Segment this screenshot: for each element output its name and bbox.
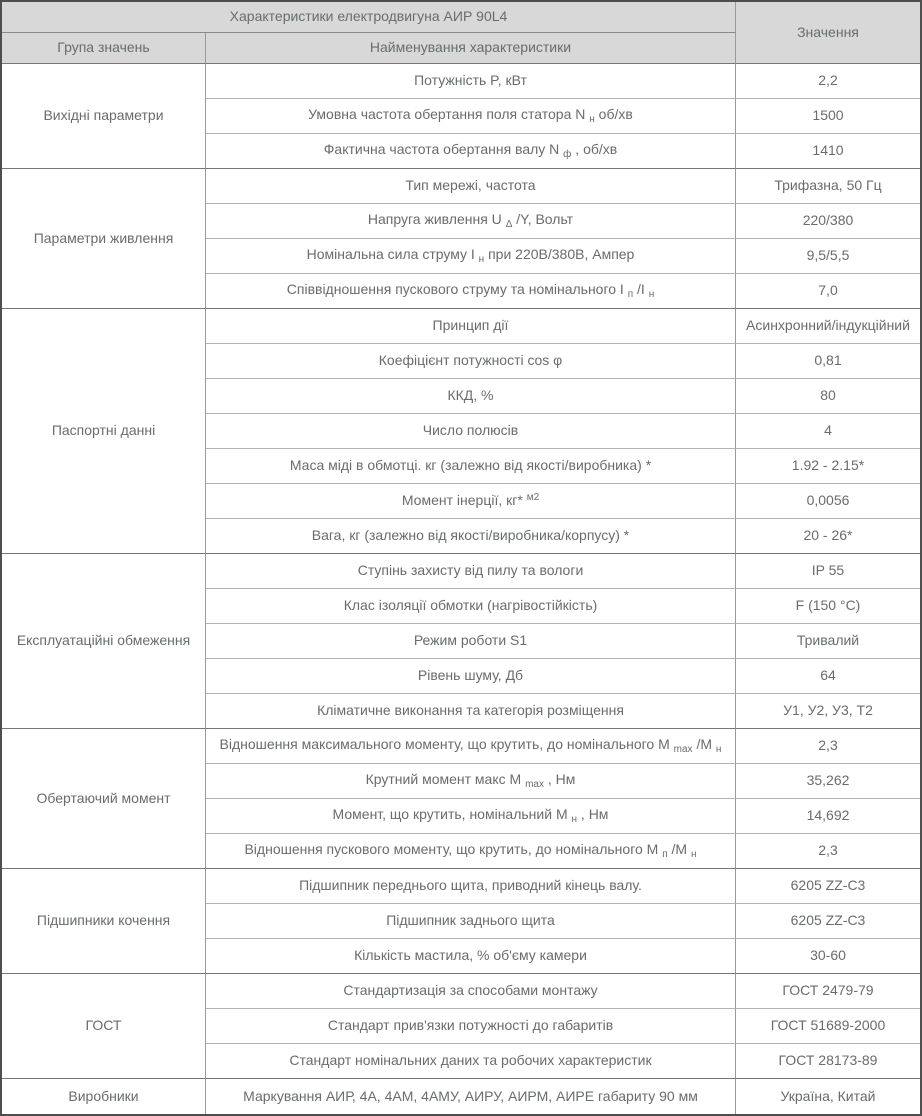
characteristic-value-cell: 30-60 bbox=[736, 939, 920, 974]
characteristic-value-cell: 80 bbox=[736, 379, 920, 414]
group-name-cell: Обертаючий момент bbox=[2, 729, 206, 869]
text-segment: , об/хв bbox=[571, 140, 618, 157]
text-segment: Фактична частота обертання валу N bbox=[323, 140, 564, 157]
text-segment: ККД, % bbox=[447, 387, 494, 404]
characteristic-value-cell: 2,2 bbox=[736, 64, 920, 99]
characteristic-value-cell: 9,5/5,5 bbox=[736, 239, 920, 274]
characteristic-name-cell bbox=[206, 659, 736, 694]
characteristic-name-cell bbox=[206, 274, 736, 309]
table-row bbox=[2, 974, 920, 1009]
characteristic-value-cell: 1410 bbox=[736, 134, 920, 169]
text-segment: Кількість мастила, % об'єму камери bbox=[354, 947, 587, 964]
specs-table-body bbox=[2, 64, 920, 1114]
group-name-cell: Підшипники кочення bbox=[2, 869, 206, 974]
sub-text: н bbox=[571, 813, 578, 825]
characteristic-name-cell bbox=[206, 974, 736, 1009]
characteristic-name-cell bbox=[206, 344, 736, 379]
characteristic-name-cell bbox=[206, 939, 736, 974]
table-header-row-1 bbox=[2, 2, 920, 33]
table-row bbox=[2, 729, 920, 764]
characteristic-name-cell bbox=[206, 624, 736, 659]
group-name-cell: Параметри живлення bbox=[2, 169, 206, 309]
table-row bbox=[2, 309, 920, 344]
characteristic-value-cell: 0,81 bbox=[736, 344, 920, 379]
characteristic-name-cell bbox=[206, 134, 736, 169]
characteristic-name-cell bbox=[206, 484, 736, 519]
table-row bbox=[2, 1079, 920, 1114]
group-name-cell: Виробники bbox=[2, 1079, 206, 1114]
characteristic-value-cell: ГОСТ 51689-2000 bbox=[736, 1009, 920, 1044]
text-segment: /М bbox=[692, 735, 716, 752]
characteristic-name-cell bbox=[206, 589, 736, 624]
text-segment: Число полюсів bbox=[422, 422, 519, 439]
characteristic-value-cell: Асинхронний/індукційний bbox=[736, 309, 920, 344]
characteristic-value-cell: F (150 °C) bbox=[736, 589, 920, 624]
text-segment: Принцип дії bbox=[432, 317, 509, 334]
characteristic-value-cell: 6205 ZZ-C3 bbox=[736, 904, 920, 939]
text-segment: Момент, що крутить, номінальний M bbox=[332, 805, 572, 822]
characteristic-name-cell bbox=[206, 1044, 736, 1079]
text-segment: Маркування АИР, 4А, 4АМ, 4АМУ, АИРУ, АИРМ, АИРЕ габариту 90 мм bbox=[243, 1087, 698, 1104]
characteristic-name-cell bbox=[206, 1009, 736, 1044]
group-name-cell: Експлуатаційні обмеження bbox=[2, 554, 206, 729]
text-segment: Стандарт номінальних даних та робочих характеристик bbox=[289, 1052, 652, 1069]
table-row bbox=[2, 169, 920, 204]
characteristic-name-cell bbox=[206, 379, 736, 414]
text-segment: Відношення пускового моменту, що крутить, до номінального M bbox=[244, 840, 663, 857]
characteristic-value-cell: 7,0 bbox=[736, 274, 920, 309]
characteristic-value-cell: ГОСТ 28173-89 bbox=[736, 1044, 920, 1079]
group-name-cell: ГОСТ bbox=[2, 974, 206, 1079]
sub-text: max bbox=[673, 743, 693, 755]
text-segment: Момент інерції, кг* bbox=[401, 492, 527, 509]
table-header bbox=[2, 2, 920, 64]
characteristic-value-cell: Україна, Китай bbox=[780, 1087, 876, 1104]
characteristic-value-cell: 6205 ZZ-C3 bbox=[736, 869, 920, 904]
characteristic-name-cell bbox=[206, 869, 736, 904]
characteristic-value-cell: 35,262 bbox=[736, 764, 920, 799]
characteristic-value-cell: У1, У2, У3, Т2 bbox=[736, 694, 920, 729]
group-column-header: Група значень bbox=[2, 33, 206, 64]
text-segment: Вага, кг (залежно від якості/виробника/корпусу) * bbox=[311, 527, 630, 544]
text-segment: Номінальна сила струму I bbox=[306, 245, 479, 262]
text-segment: , Нм bbox=[577, 805, 609, 822]
characteristic-value-cell: 0,0056 bbox=[736, 484, 920, 519]
characteristic-value-cell: 2,3 bbox=[736, 729, 920, 764]
characteristic-name-cell bbox=[206, 169, 736, 204]
sub-text: ф bbox=[563, 148, 572, 160]
characteristic-value-cell: Тривалий bbox=[736, 624, 920, 659]
text-segment: Крутний момент макс M bbox=[365, 770, 526, 787]
text-segment: Режим роботи S1 bbox=[413, 632, 528, 649]
table-row bbox=[2, 64, 920, 99]
characteristic-value-cell: 1.92 - 2.15* bbox=[736, 449, 920, 484]
text-segment: Стандарт прив'язки потужності до габаритів bbox=[327, 1017, 614, 1034]
characteristic-name-cell bbox=[206, 694, 736, 729]
text-segment: Напруга живлення U bbox=[367, 210, 506, 227]
text-segment: Стандартизація за способами монтажу bbox=[343, 982, 598, 999]
text-segment: /М bbox=[667, 840, 691, 857]
characteristic-value-cell: 220/380 bbox=[736, 204, 920, 239]
characteristic-name-cell bbox=[206, 449, 736, 484]
value-column-header: Значення bbox=[736, 2, 920, 64]
characteristic-name-cell bbox=[206, 799, 736, 834]
characteristic-value-cell: Трифазна, 50 Гц bbox=[736, 169, 920, 204]
text-segment: Коефіцієнт потужності cos φ bbox=[378, 352, 563, 369]
text-segment: Підшипник переднього щита, приводний кінець валу. bbox=[299, 877, 642, 894]
characteristic-value-cell: ГОСТ 2479-79 bbox=[736, 974, 920, 1009]
characteristic-name-cell bbox=[206, 729, 736, 764]
group-name-cell: Вихідні параметри bbox=[2, 64, 206, 169]
characteristic-value-cell: 20 - 26* bbox=[736, 519, 920, 554]
characteristic-name-cell bbox=[206, 239, 736, 274]
sub-text: п bbox=[662, 848, 668, 860]
text-segment: Ступінь захисту від пилу та вологи bbox=[357, 562, 584, 579]
sub-text: п bbox=[627, 288, 634, 300]
sub-text: Δ bbox=[505, 218, 513, 230]
text-segment: Потужність P, кВт bbox=[414, 72, 527, 89]
characteristic-name-cell bbox=[206, 519, 736, 554]
name-column-header: Найменування характеристики bbox=[206, 33, 736, 64]
group-name-cell: Паспортні данні bbox=[2, 309, 206, 554]
sub-text: н bbox=[691, 848, 697, 860]
characteristic-name-cell bbox=[206, 554, 736, 589]
text-segment: /I bbox=[633, 280, 649, 297]
characteristic-name-cell bbox=[206, 764, 736, 799]
text-segment: об/хв bbox=[594, 105, 633, 122]
text-segment: /Y, Вольт bbox=[512, 210, 574, 227]
characteristic-name-cell bbox=[206, 204, 736, 239]
sub-text: н bbox=[648, 288, 655, 300]
table-row bbox=[2, 869, 920, 904]
text-segment: Клас ізоляції обмотки (нагрівостійкість) bbox=[343, 597, 598, 614]
characteristic-value-cell: 4 bbox=[736, 414, 920, 449]
characteristic-name-cell bbox=[206, 904, 736, 939]
text-segment: Підшипник заднього щита bbox=[386, 912, 555, 929]
characteristic-value-cell: IP 55 bbox=[736, 554, 920, 589]
sub-text: н bbox=[715, 743, 722, 755]
characteristic-name-cell bbox=[206, 834, 736, 869]
text-segment: при 220В/380В, Ампер bbox=[484, 245, 635, 262]
sup-text: м2 bbox=[526, 492, 540, 504]
text-segment: Рівень шуму, Дб bbox=[417, 667, 524, 684]
characteristic-value-cell: 1500 bbox=[736, 99, 920, 134]
sub-text: н bbox=[478, 253, 485, 265]
text-segment: Кліматичне виконання та категорія розміщення bbox=[317, 702, 624, 719]
text-segment: Умовна частота обертання поля статора N bbox=[308, 105, 590, 122]
text-segment: Відношення максимального моменту, що крутить, до номінального M bbox=[219, 735, 674, 752]
characteristic-name-cell bbox=[206, 309, 736, 344]
text-segment: Тип мережі, частота bbox=[405, 177, 536, 194]
characteristic-name-cell bbox=[206, 99, 736, 134]
characteristic-value-cell: 14,692 bbox=[736, 799, 920, 834]
table-title: Характеристики електродвигуна АИР 90L4 bbox=[2, 2, 736, 33]
characteristic-value-cell: 2,3 bbox=[736, 834, 920, 869]
text-segment: , Нм bbox=[543, 770, 576, 787]
characteristic-value-cell: 64 bbox=[736, 659, 920, 694]
text-segment: Співвідношення пускового струму та номінального I bbox=[286, 280, 628, 297]
characteristic-name-cell bbox=[206, 64, 736, 99]
sub-text: н bbox=[589, 113, 595, 125]
text-segment: Маса міді в обмотці. кг (залежно від якості/виробника) * bbox=[289, 457, 652, 474]
table-row bbox=[2, 554, 920, 589]
characteristic-name-cell bbox=[206, 1079, 736, 1114]
characteristic-name-cell bbox=[206, 414, 736, 449]
sub-text: max bbox=[525, 778, 544, 790]
